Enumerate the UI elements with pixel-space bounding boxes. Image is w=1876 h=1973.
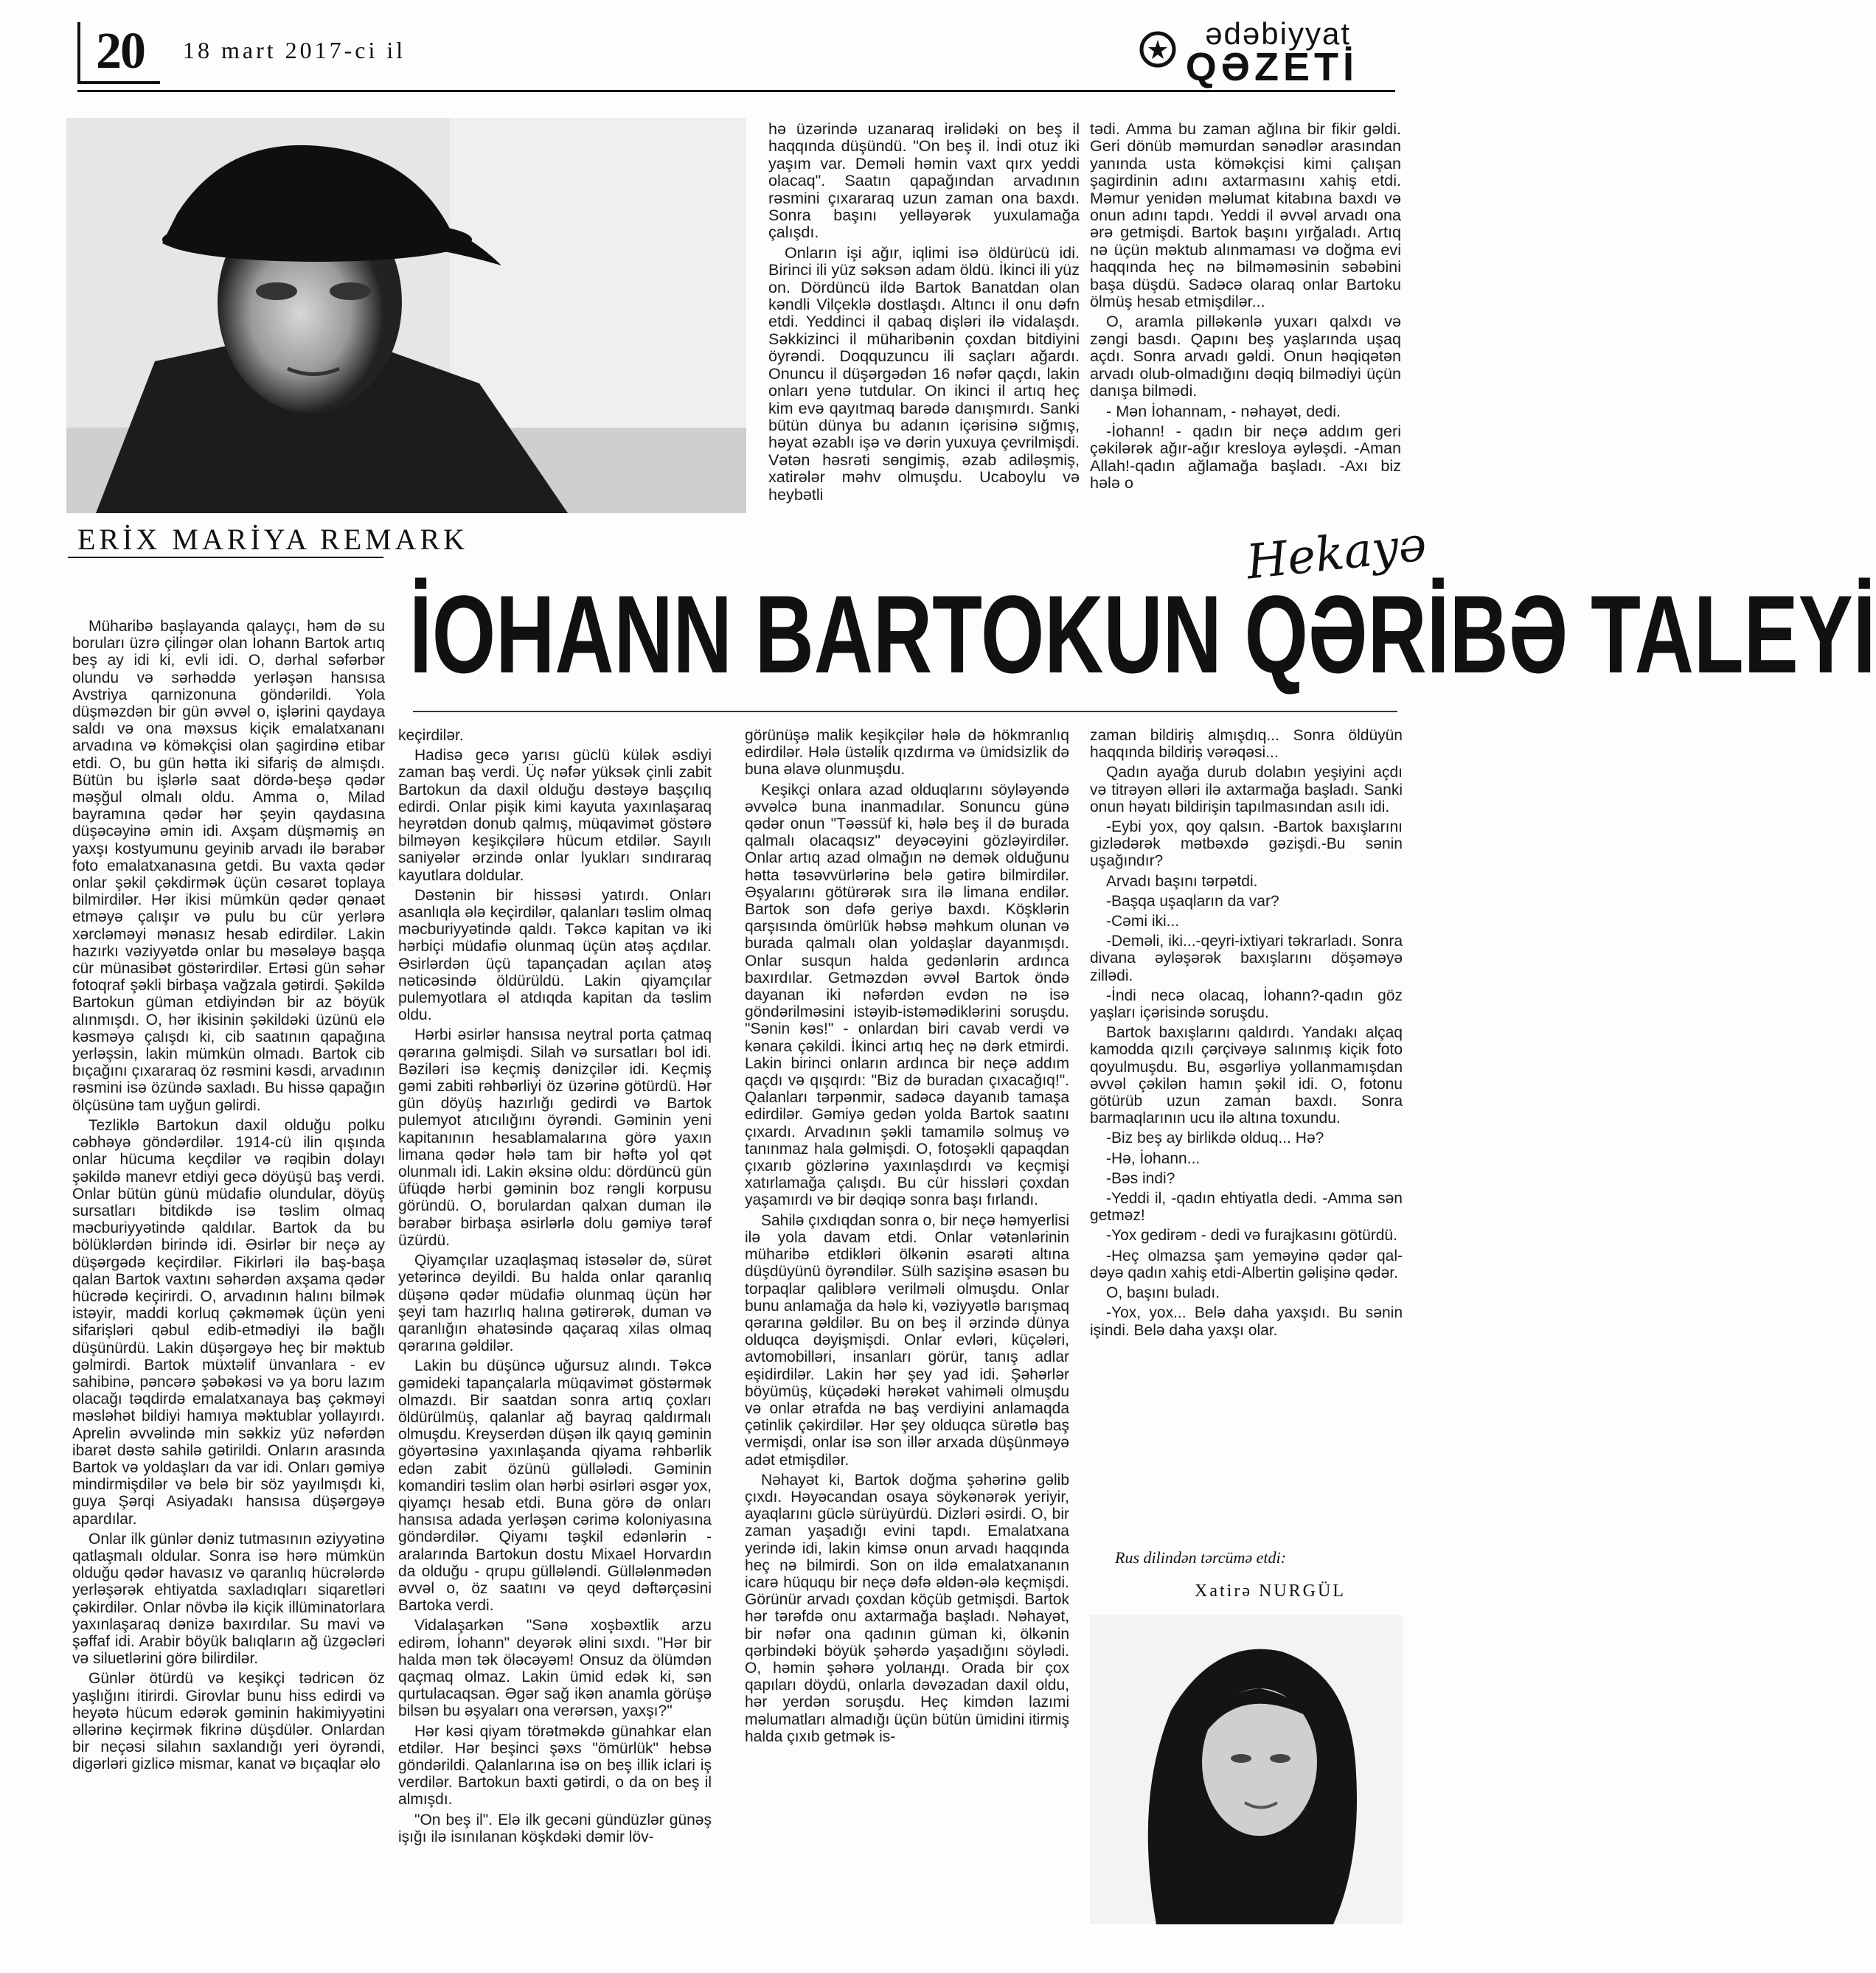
paragraph: -Yox, yox... Belə daha yaxşıdı. Bu sənin işindi. Belə daha yaxşı olar. (1090, 1304, 1403, 1339)
paragraph: Sahilə çıxdıqdan sonra o, bir neçə həmyerlisi ilə yola davam etdi. Onlar vətənlərinin müharibə etdikləri ölkənin əsarəti altına düşdüyünü öyrəndilər. Sülh sazişinə əsasən bu torpaqlar qaliblərə verilməli olmuşdu. Onlar bunu anlamağa da hələ ki, vəziyyətlə barışmaq qərarına gəldilər. Bu on beş il ərzində dünya olduqca dəyişmişdi. Onlar evləri, küçələri, avtomobilləri, insanları görür, tanış adlar eşidirdilər. Lakin hər şey yad idi. Şəhərlər böyümüş, küçədəki hərəkət vahiməli olmuşdu və onlar ətrafda nə baş verdiyini anlamaqda çətinlik çəkirdilər. Hər şey olduqca sürətlə baş vermişdi, onlar isə son illər arxada düşünməyə adət etmişdilər. (745, 1211, 1069, 1469)
paragraph: Bartok baxışlarını qaldırdı. Yandakı alçaq kamodda qızılı çərçivəyə salınmış kiçik foto qoyulmuşdu. Bu, əsgərliyə yollanmamışdan əvvəl çəkilən hamın şəkil idi. O, fotonu götürüb uzun zaman baxdı. Sonra barmaqlarının ucu ilə altına toxundu. (1090, 1024, 1403, 1127)
newspaper-emblem-icon (1138, 29, 1178, 69)
paragraph: -Hə, İohann... (1106, 1149, 1201, 1167)
issue-date: 18 mart 2017-ci il (183, 37, 406, 63)
masthead-rule (77, 90, 1395, 92)
paragraph: tədi. Amma bu zaman ağlına bir fikir gəldi. Geri dönüb məmurdan sənədlər arasından yanında usta köməkçisi kimi çalışan şagirdinin adını axtarmasını xahiş etdi. Məmur yenidən məlumat kitabına baxdı və onun adını tapdı. Yeddi il əvvəl arvadı ona ərə getmişdi. Bartok başını yırğaladı. Artıq nə üçün məktub alınmaması və doğma evi haqqında heç nə bilməməsinin səbəbini başa düşdü. Sadəcə olaraq onlar Bartoku ölmüş hesab etmişdilər... (1090, 119, 1401, 311)
paragraph: -Yeddi il, -qadın ehtiyatla dedi. -Amma sən getməz! (1090, 1190, 1403, 1225)
paragraph: -Yox gedirəm - dedi və furajkasını götürdü. (1106, 1227, 1397, 1245)
paragraph: Arvadı başını tərpətdi. (1106, 872, 1258, 890)
paragraph: Qadın ayağa durub dolabın yeşiyini açdı və titrəyən əlləri ilə axtarmağa başladı. Sanki onun həyatı bildirişin tapılmasından asılı idi. (1090, 764, 1403, 815)
article-column-3 (745, 727, 1069, 1748)
paragraph: Hadisə gecə yarısı güclü külək əsdiyi zaman baş verdi. Üç nəfər yüksək çinli zabit Bartokun da daxil olduğu dəstəyə başçılıq edirdi. Onlar pişik kimi kayuta yaxınlaşaraq heyrətdən donub qalmış, müqavimət göstərə bilməyən keşikçilərə hücum etdilər. Sayılı saniyələr ərzində onlar lyukları sındıraraq kayutlara doldular. (398, 747, 712, 884)
translator-name: Xatirə NURGÜL (1195, 1581, 1346, 1601)
translator-photo (1090, 1615, 1403, 1924)
paragraph: Nəhayət ki, Bartok doğma şəhərinə gəlib çıxdı. Həyəcandan osaya söykənərək yeriyir, ayaqlarını güclə sürüyürdü. Dizləri əsirdi. O, bir zaman yaşadığı evini tapdı. Emalatxana yerində idi, lakin kimsə onun arvadı haqqında heç nə bilmirdi. Son on ildə emalatxananın icarə hüququ bir neçə dəfə əldən-ələ keçmişdi. Görünür arvadı çoxdan köçüb getmişdi. Bartok hər tərəfdə onu axtarmağa başladı. Nəhayət, bir nəfər ona qadının güman ki, ölkənin qərbindəki böyük şəhərdə yaşadığını söylədi. O, həmin şəhərə yolландı. Orada bir çox qapıları döydü, onlarla dəvəzadan daxil oldu, hər yerdən soruşdu. Heç kimdən lazımi məlumatları almadığı üçün bütün ümidini itirmiş halda çıxıb getmək is- (745, 1471, 1069, 1745)
paragraph: -Başqa uşaqların da var? (1106, 892, 1279, 910)
paragraph: O, başını buladı. (1106, 1284, 1220, 1302)
paragraph: Vidalaşarkən "Sənə xoşbəxtlik arzu edirəm, İohann" deyərək əlini sıxdı. "Hər bir halda mən tək öləcəyəm! Onsuz da ölümdən qaçmaq olmaz. Lakin ümid edək ki, sən qurtulacaqsan. Əgər sağ ikən anamla görüşə bilsən bu əşyaları ona verərsən, yaxşı?" (398, 1617, 712, 1720)
newspaper-logo-bottom: QƏZETİ (1185, 45, 1358, 89)
paragraph: -Deməli, iki...-qeyri-ixtiyari təkrarladı. Sonra divana əyləşərək baxışlarını döşəməyə zillədi. (1090, 933, 1403, 984)
article-headline: İOHANN BARTOKUN QƏRİBƏ TALEYİ (409, 572, 1876, 696)
paragraph: Günlər ötürdü və keşikçi tədricən öz yaşlığını itirirdi. Girovlar bunu hiss edirdi və heyətə hücum edərək gəminin hakimiyyətini əllərinə keçirmək fikrinə düşdülər. Onlardan bir neçəsi silahın saxlandığı yeri öyrəndi, digərləri gizlicə mismar, kanat və bıçaqlar əlo (72, 1670, 385, 1773)
paragraph: görünüşə malik keşikçilər hələ də hökmranlıq edirdilər. Hələ üstəlik qızdırma və ümidsizlik də buna əlavə olunmuşdu. (745, 727, 1069, 779)
paragraph: -İndi necə olacaq, İohann?-qadın göz yaşları içərisində soruşdu. (1090, 986, 1403, 1022)
paragraph: Dəstənin bir hissəsi yatırdı. Onları asanlıqla ələ keçirdilər, qalanları təslim olmaq məcburiyyətində qaldı. Təkcə kapitan və iki hərbiçi müdafiə olunmaq üçün atəş açdılar. Əsirlərdən üçü tapançadan açılan atəş nəticəsində öldürüldü. Lakin qiyamçılar pulemyotlara əl atdıqda kapitan da təslim oldu. (398, 886, 712, 1024)
paragraph: -Heç olmazsa şam yeməyinə qədər qal-dəyə qadın xahiş etdi-Albertin gəlişinə qədər. (1090, 1247, 1403, 1281)
paragraph: -Biz beş ay birlikdə olduq... Hə? (1106, 1130, 1324, 1147)
article-column-4 (1090, 727, 1403, 1342)
paragraph: -Eybi yox, qoy qalsın. -Bartok baxışlarını gizlədərək mətbəxdə gəzişdi.-Bu sənin uşağındır? (1090, 818, 1403, 870)
article-column-1 (72, 618, 385, 1776)
paragraph: -İohann! - qadın bir neçə addım geri çəkilərək ağır-ağır kresloya əyləşdi. -Aman Allah!-qadın ağlamağa başladı. -Axı biz hələ o (1090, 421, 1401, 493)
paragraph: zaman bildiriş almışdıq... Sonra öldüyün haqqında bildiriş vərəqəsi... (1090, 727, 1403, 762)
paragraph: - Mən İohannam, - nəhayət, dedi. (1106, 401, 1341, 420)
paragraph: Müharibə başlayanda qalayçı, həm də su boruları üzrə çilingər olan İohann Bartok artıq beş ay idi ki, evli idi. O, dərhal səfərbər olundu və sərhəddə yerləşən hansısa Avstriya qarnizonuna göndərildi. Yola düşməzdən bir gün əvvəl o, işlərini qaydaya saldı və ona məxsus kiçik emalatxananı arvadına və köməkçisi olan şagirdinə etibar etdi. O, bu gün hətta iki sifariş də almışdı. Bütün bu işlərlə saat dördə-beşə qədər məşğul olmalı oldu. Amma o, Milad bayramına qədər hər şeyin qaydasına düşəcəyinə əmin idi. Axşam düşməmiş ən yaxşı kostyumunu geyinib arvadı ilə bərabər foto emalatxanasına getdi. Bu vaxta qədər onlar şəkil çəkdirmək üçün cəsarət toplaya bilmirdilər. Hər ikisi mümkün qədər qənaət etməyə çalışır və pulu bu cür yerlərə xərcləməyi mənasız hesab edirdilər. Lakin hazırkı vəziyyətdə onlar bu məsələyə başqa cür münasibət göstərirdilər. Ertəsi gün səhər fotoqraf şəkli birbaşa vağzala gətirdi. Şəkildə Bartokun güman etdiyindən bir az böyük alınmışdı. O, hər ikisinin şəkildəki üzünü elə kəsməyə çalışdı ki, cib saatının qapağına yerləşsin, lakin mümkün olmadı. Bartok cib bıçağını çıxararaq öz rəsmini kəsdi, arvadının rəsmini isə özündə saxladı. Bu hissə qapağın ölçüsünə tam uyğun gəlirdi. (72, 618, 385, 1114)
paragraph: Tezliklə Bartokun daxil olduğu polku cəbhəyə göndərdilər. 1914-cü ilin qışında onlar hücuma keçdilər və rəqibin dolayı şəkildə manevr etdiyi gecə döyüşü baş verdi. Onlar bütün günü müdafiə olundular, döyüş sursatları bitdikdə isə təslim olmaq məcburiyyətində qaldılar. Bartok da bu bölüklərdən birində idi. Əsirlər bir neçə ay düşərgədə keçirdilər. Fikirləri ilə baş-başa qalan Bartok vaxtını səhərdən axşama qədər hücrədə keçirirdi. O, arvadının halını bilmək istəyir, maddi korluq çəkməmək üçün yeni sifarişləri qəbul edib-etmədiyi ilə bağlı düşünürdü. Lakin düşərgəyə heç bir məktub gəlmirdi. Bartok müxtəlif ünvanlara - ev sahibinə, pəncərə şəbəkəsi və ya boru lazım olacağı təqdirdə emalatxanaya baş çəkməyi məsləhət bildiyi hamıya məktublar yollayırdı. Aprelin əvvəlində min səkkiz yüz nəfərdən ibarət dəstə sahilə gətirildi. Onların arasında Bartok və yoldaşları da var idi. Onları gəmiyə mindirmişdilər və belə bir söz yayılmışdı ki, guya Şərqi Asiyadakı hansısa düşərgəyə apardılar. (72, 1116, 385, 1528)
newspaper-logo-top: ədəbiyyat (1205, 16, 1351, 51)
paragraph: hə üzərində uzanaraq irəlidəki on beş il haqqında düşündü. "On beş il. İndi otuz iki yaşım var. Deməli həmin vaxt qırx yeddi olacaq". Saatın qapağından arvadının rəsmini çıxararaq uzun zaman ona baxdı. Sonra başını yelləyərək yuxulamağa çalışdı. (768, 119, 1080, 242)
paragraph: Hər kəsi qiyam törətməkdə günahkar elan etdilər. Hər beşinci şəxs "ömürlük" hebsə göndərildi. Qalanlarına isə on beş illik iclari iş verdilər. Bartokun baxti gətirdi, o da on beş il almışdı. (398, 1722, 712, 1809)
paragraph: Hərbi əsirlər hansısa neytral porta çatmaq qərarına gəlmişdi. Silah və sursatları bol idi. Bəziləri isə keçmiş dənizçilər idi. Keçmiş gəmi zabiti rəhbərliyi öz üzərinə götürdü. Hər gün döyüş hazırlığı gedirdi və Bartok pulemyot atıcılığını öyrəndi. Gəminin yeni kapitanının hesablamalarına görə yaxın limana qədər hələ tam bir həftə yol qət olunmalı idi. Lakin əksinə oldu: dördüncü gün üfüqdə hərbi gəminin boz rəngli korpusu göründü. O, borulardan qalxan duman ilə bərabər birbaşa əsirlərlə dolu gəmiyə tərəf üzürdü. (398, 1026, 712, 1249)
author-caption: ERİX MARİYA REMARK (77, 523, 469, 556)
translator-note: Rus dilindən tərcümə etdi: (1115, 1548, 1286, 1567)
paragraph: O, aramla pilləkənlə yuxarı qalxdı və zəngi basdı. Qapını beş yaşlarında uşaq açdı. Sonra arvadı gəldi. Onun həqiqətən arvadı olub-olmadığını dəqiq bilmədiyi üçün danışa bilmədi. (1090, 312, 1401, 400)
paragraph: Onların işi ağır, iqlimi isə öldürücü idi. Birinci ili yüz səksən adam öldü. İkinci ili yüz on. Dördüncü ildə Bartok Banatdan olan kəndli Vilçeklə dostlaşdı. Altıncı il onu dəfn etdi. Yeddinci il qabaq dişləri ilə vidalaşdı. Səkkizinci il müharibənin çoxdan bitdiyini öyrəndi. Doqquzuncu ili saçları ağardı. Onuncu il düşərgədən 16 nəfər qaçdı, lakin onları yenə tutdular. On ikinci il artıq heç kim evə qayıtmaq barədə danışmırdı. Sanki bütün dünya bu adanın içərisinə sığmış, həyat əzablı işə və dərin yuxuya çevrilmişdi. Vətən həsrəti sөngimiş, əzab adiləşmiş, xatirələr məhv olmuşdu. Ucaboylu və heybətli (768, 243, 1080, 504)
paragraph: -Cəmi iki... (1106, 913, 1180, 930)
paragraph: Qiyamçılar uzaqlaşmaq istəsələr də, sürət yetərincə deyildi. Bu halda onlar qaranlıq düşənə qədər müdafiə olunmaq üçün hər şeyi tam hazırlıq halına gətirərək, duman və qaranlığın əhatəsində qaçaraq xilas olmaq qərarına gəldilər. (398, 1252, 712, 1355)
paragraph: Onlar ilk günlər dəniz tutmasının əziyyətinə qatlaşmalı oldular. Sonra isə hərə mümkün olduğu qədər havasız və qaranlıq hücrələrdə yerləşərək ehtiyatda saxladıqları siqaretləri çəkirdilər. Onlar növbə ilə kiçik illüminatorlara yaxınlaşaraq dənizə baxırdılar. Su mavi və şəffaf idi. Arabir böyük balıqların ağ üzgəcləri və siluetlərini görə bilirdilər. (72, 1530, 385, 1668)
paragraph: Keşikçi onlara azad olduqlarını söyləyəndə əvvəlcə buna inanmadılar. Sonuncu günə qədər onun "Təəssüf ki, hələ beş il də burada qalmalı olacaqsız" deyəcəyini gözləyirdilər. Onlar artıq azad olmağın nə demək olduğunu hətta təsəvvürlərinə belə gətirə bilmirdilər. Əşyalarını götürərək sıra ilə limana endilər. Bartok son dəfə geriyə baxdı. Köşklərin qarşısında ömürlük həbsə məhkum olunan və burada qalmalı olan yoldaşlar dayanmışdı. Onlar susqun halda gedənlərin ardınca baxırdılar. Getməzdən əvvəl Bartok öndə dayanan iki nəfərdən evdən nə isə göndərilməsini istəyib-istəmədiklərini soruşdu. "Sənin kəs!" - onlardan biri cavab verdi və kənara çəkildi. İkinci artıq heç nə dərk etmirdi. Lakin birinci onların ardınca bir neçə addım qaçdı və qışqırdı: "Biz də buradan çıxacağıq!". Qalanları tərpənmir, sadəcə dayanıb tamaşa edirdilər. Gəmiyə gedən yolda Bartok saatını çıxardı. Arvadının şəkli tamamilə solmuş və tanınmaz hala gəlmişdi. O, fotoşəkli qapaqdan çıxarıb gözlərinə yaxınlaşdırdı və keçmişi xatırlamağa çalışdı. Bu cür hissləri çoxdan yaşamırdı və bir dəqiqə sonra başı fırlandı. (745, 781, 1069, 1209)
page-number: 20 (77, 22, 160, 84)
article-column-top-4 (1090, 120, 1401, 495)
paragraph: -Bəs indi? (1106, 1169, 1175, 1187)
headline-rule (413, 711, 1397, 712)
paragraph: Lakin bu düşüncə uğursuz alındı. Təkcə gəmideki tapançalarla müqavimət göstərmək olmazdı. Bir saatdan sonra artıq çoxları öldürülmüş, qalanlar ağ bayraq qaldırmalı olmuşdu. Kreyserdən düşən ilk qayıq gəminin göyərtəsinə yaxınlaşanda qiyama rəhbərlik edən zabit özünü güllələdi. Gəminin komandiri təslim olan hərbi əsirləri əsgər yox, qiyamçı hesab etdi. Buna görə də onları hansısa adada yerləşən cərimə koloniyasına göndərdilər. Qiyamı təşkil edənlərin - aralarında Bartokun dostu Mixael Horvardın da olduğu - qrupu güllələndi. Güllələnmədən əvvəl o, öz saatını və qeyd dəftərçəsini Bartoka verdi. (398, 1357, 712, 1615)
paragraph: "On beş il". Elə ilk gecəni gündüzlər günəş işığı ilə isınılanan köşkdəki dəmir löv- (398, 1811, 712, 1845)
article-column-2 (398, 727, 712, 1848)
paragraph: keçirdilər. (398, 727, 464, 744)
article-column-top-3 (768, 120, 1080, 506)
author-photo (66, 118, 746, 513)
caption-rule (68, 557, 383, 558)
genre-label: Hekayə (1243, 517, 1429, 591)
